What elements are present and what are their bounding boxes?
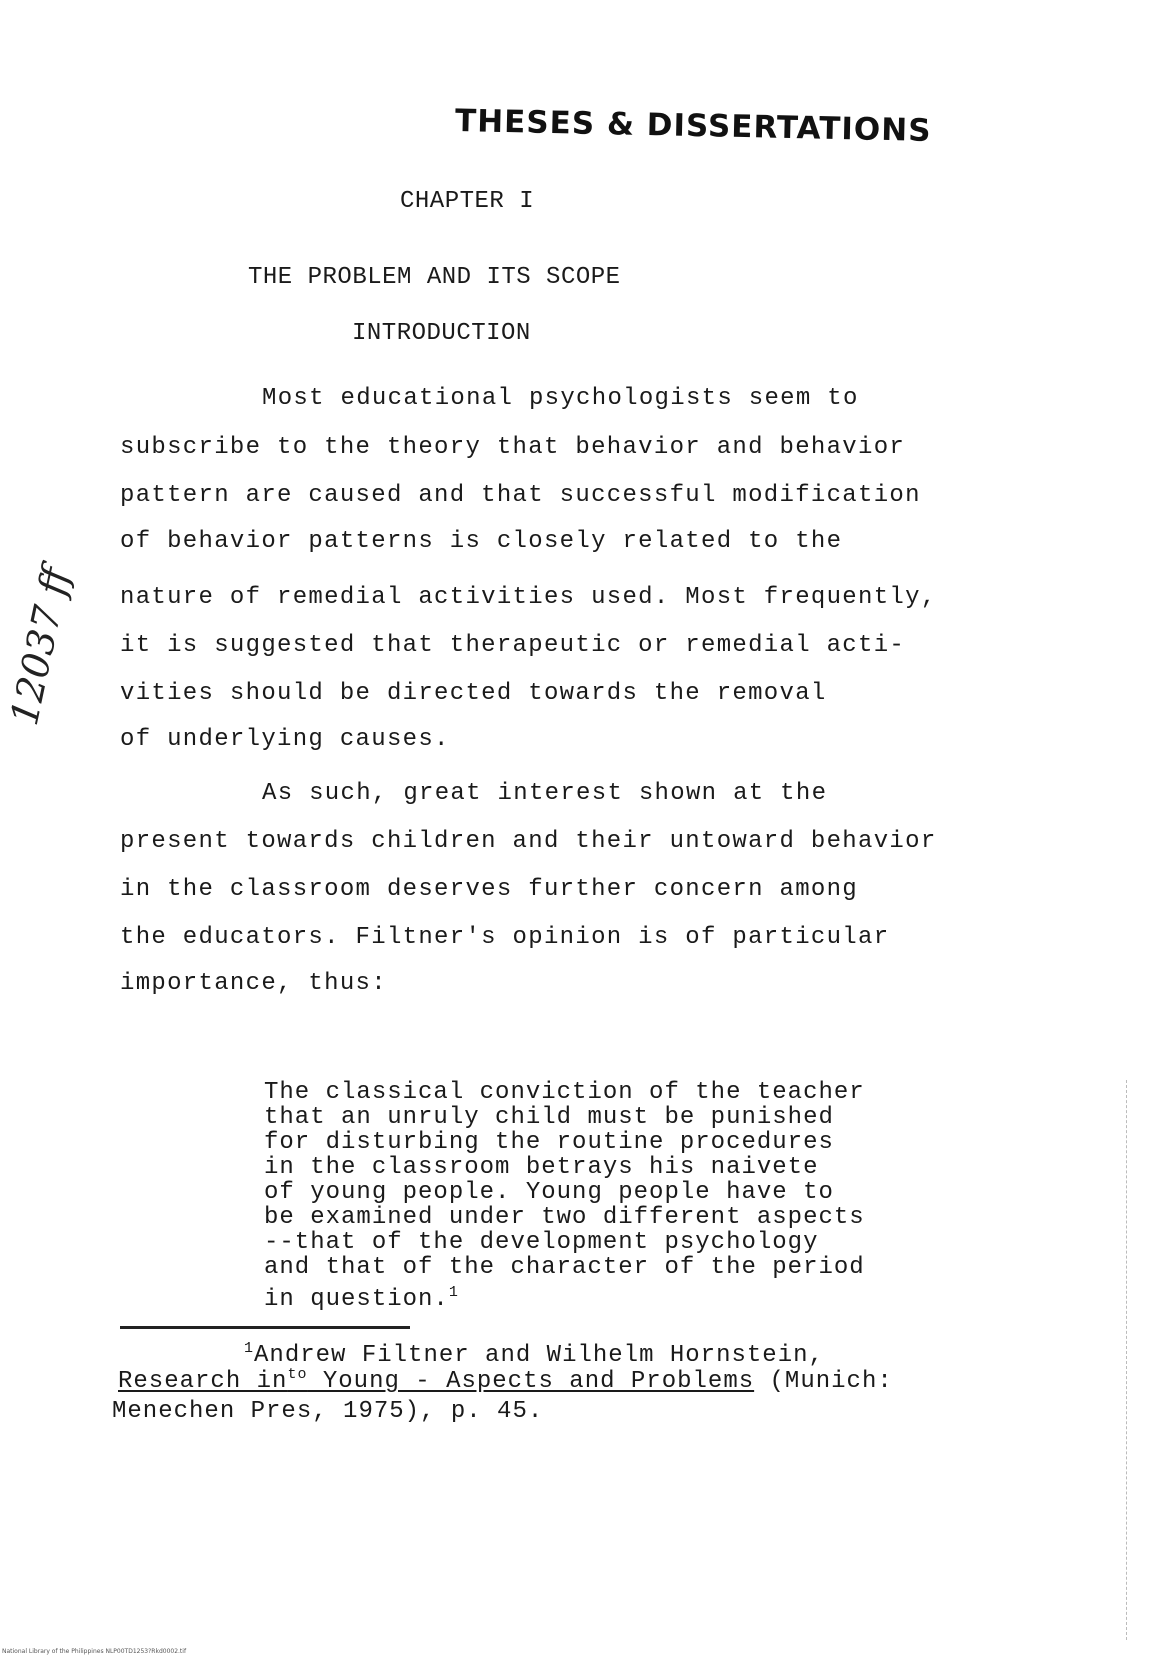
chapter-title: THE PROBLEM AND ITS SCOPE xyxy=(248,264,621,291)
quote-line: be examined under two different aspects xyxy=(264,1204,865,1231)
footnote-title-insertion: to xyxy=(287,1366,308,1383)
footnote-divider xyxy=(120,1326,410,1329)
footnote-line-3: Menechen Pres, 1975), p. 45. xyxy=(112,1398,544,1425)
quote-line: for disturbing the routine procedures xyxy=(264,1129,834,1156)
paragraph-line: it is suggested that therapeutic or remedial acti- xyxy=(120,632,906,659)
quote-line-text: in question. xyxy=(264,1286,449,1313)
footnote-line-2 xyxy=(118,1366,893,1395)
paragraph-line: vities should be directed towards the removal xyxy=(120,680,827,707)
paragraph-line: pattern are caused and that successful modification xyxy=(120,482,921,509)
quote-line: of young people. Young people have to xyxy=(264,1179,834,1206)
paragraph-line: in the classroom deserves further concern among xyxy=(120,876,859,903)
quote-line: The classical conviction of the teacher xyxy=(264,1079,865,1106)
handwritten-margin-note: 12037 ff xyxy=(2,563,79,730)
quote-line: in the classroom betrays his naivete xyxy=(264,1154,819,1181)
paragraph-line: of behavior patterns is closely related to the xyxy=(120,528,843,555)
paragraph-line: nature of remedial activities used. Most frequently, xyxy=(120,584,937,611)
quote-line: --that of the development psychology xyxy=(264,1229,819,1256)
paragraph-line: of underlying causes. xyxy=(120,726,450,753)
footnote-line-1 xyxy=(244,1340,824,1369)
paragraph-line: As such, great interest shown at the xyxy=(262,780,828,807)
quote-line: and that of the character of the period xyxy=(264,1254,865,1281)
quote-line-last xyxy=(264,1280,459,1312)
footnote-title-part: Young - Aspects and Problems xyxy=(307,1368,755,1395)
footnote-publisher-start: (Munich: xyxy=(754,1368,893,1395)
paragraph-line: subscribe to the theory that behavior and behavior xyxy=(120,434,906,461)
footnote-authors: Andrew Filtner and Wilhelm Hornstein, xyxy=(254,1342,824,1369)
paragraph-line: Most educational psychologists seem to xyxy=(262,385,859,412)
footnote-marker: 1 xyxy=(244,1340,255,1357)
scan-edge-mark xyxy=(1126,1080,1127,1640)
theses-dissertations-stamp: THESES & DISSERTATIONS xyxy=(454,103,932,149)
footnote-reference: 1 xyxy=(448,1284,459,1301)
scan-footer-text: National Library of the Philippines NLP00TD1253?Rkd0002.tif xyxy=(2,1648,187,1655)
section-heading: INTRODUCTION xyxy=(352,320,531,347)
footnote-title-part: Research in xyxy=(118,1368,288,1395)
chapter-heading: CHAPTER I xyxy=(400,188,535,215)
paragraph-line: the educators. Filtner's opinion is of particular xyxy=(120,924,890,951)
quote-line: that an unruly child must be punished xyxy=(264,1104,834,1131)
footnote-book-title xyxy=(118,1368,754,1395)
paragraph-line: present towards children and their untoward behavior xyxy=(120,828,937,855)
paragraph-line: importance, thus: xyxy=(120,970,387,997)
